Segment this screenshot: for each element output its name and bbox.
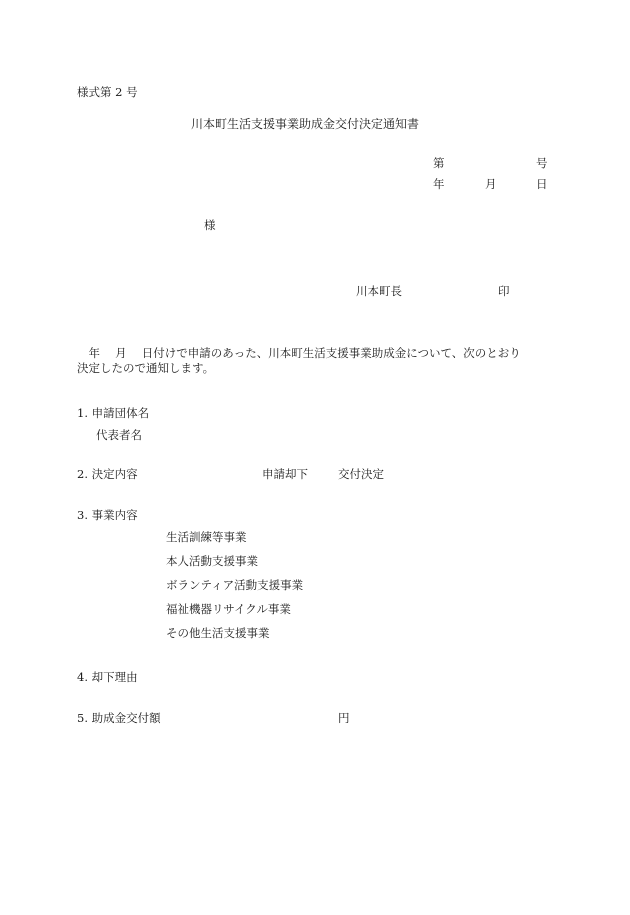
- item-4-label: 4. 却下理由: [77, 670, 138, 684]
- issuer-name: 川本町長: [356, 284, 402, 298]
- item-1-label: 1. 申請団体名: [77, 406, 150, 420]
- project-option: 本人活動支援事業: [166, 554, 258, 568]
- number-prefix: 第: [433, 156, 445, 170]
- project-option: その他生活支援事業: [166, 626, 270, 640]
- option-reject: 申請却下: [262, 467, 308, 481]
- item-1-sub-label: 代表者名: [96, 428, 142, 442]
- addressee-suffix: 様: [204, 218, 216, 232]
- project-option: ボランティア活動支援事業: [166, 578, 304, 592]
- date-day: 日: [536, 177, 548, 191]
- project-option: 福祉機器リサイクル事業: [166, 602, 291, 616]
- item-3-label: 3. 事業内容: [77, 508, 138, 522]
- body-line-2: 決定したので通知します。: [77, 361, 215, 375]
- number-suffix: 号: [536, 156, 548, 170]
- amount-unit: 円: [338, 711, 350, 725]
- date-year: 年: [433, 177, 445, 191]
- form-number: 様式第 2 号: [77, 85, 138, 99]
- item-5-label: 5. 助成金交付額: [77, 711, 161, 725]
- date-month: 月: [485, 177, 497, 191]
- item-2-label: 2. 決定内容: [77, 467, 138, 481]
- project-option: 生活訓練等事業: [166, 530, 247, 544]
- issuer-seal: 印: [498, 284, 510, 298]
- body-line-1: 年 月 日付けで申請のあった、川本町生活支援事業助成金について、次のとおり: [77, 346, 521, 360]
- option-grant: 交付決定: [338, 467, 384, 481]
- document-title: 川本町生活支援事業助成金交付決定通知書: [191, 117, 420, 131]
